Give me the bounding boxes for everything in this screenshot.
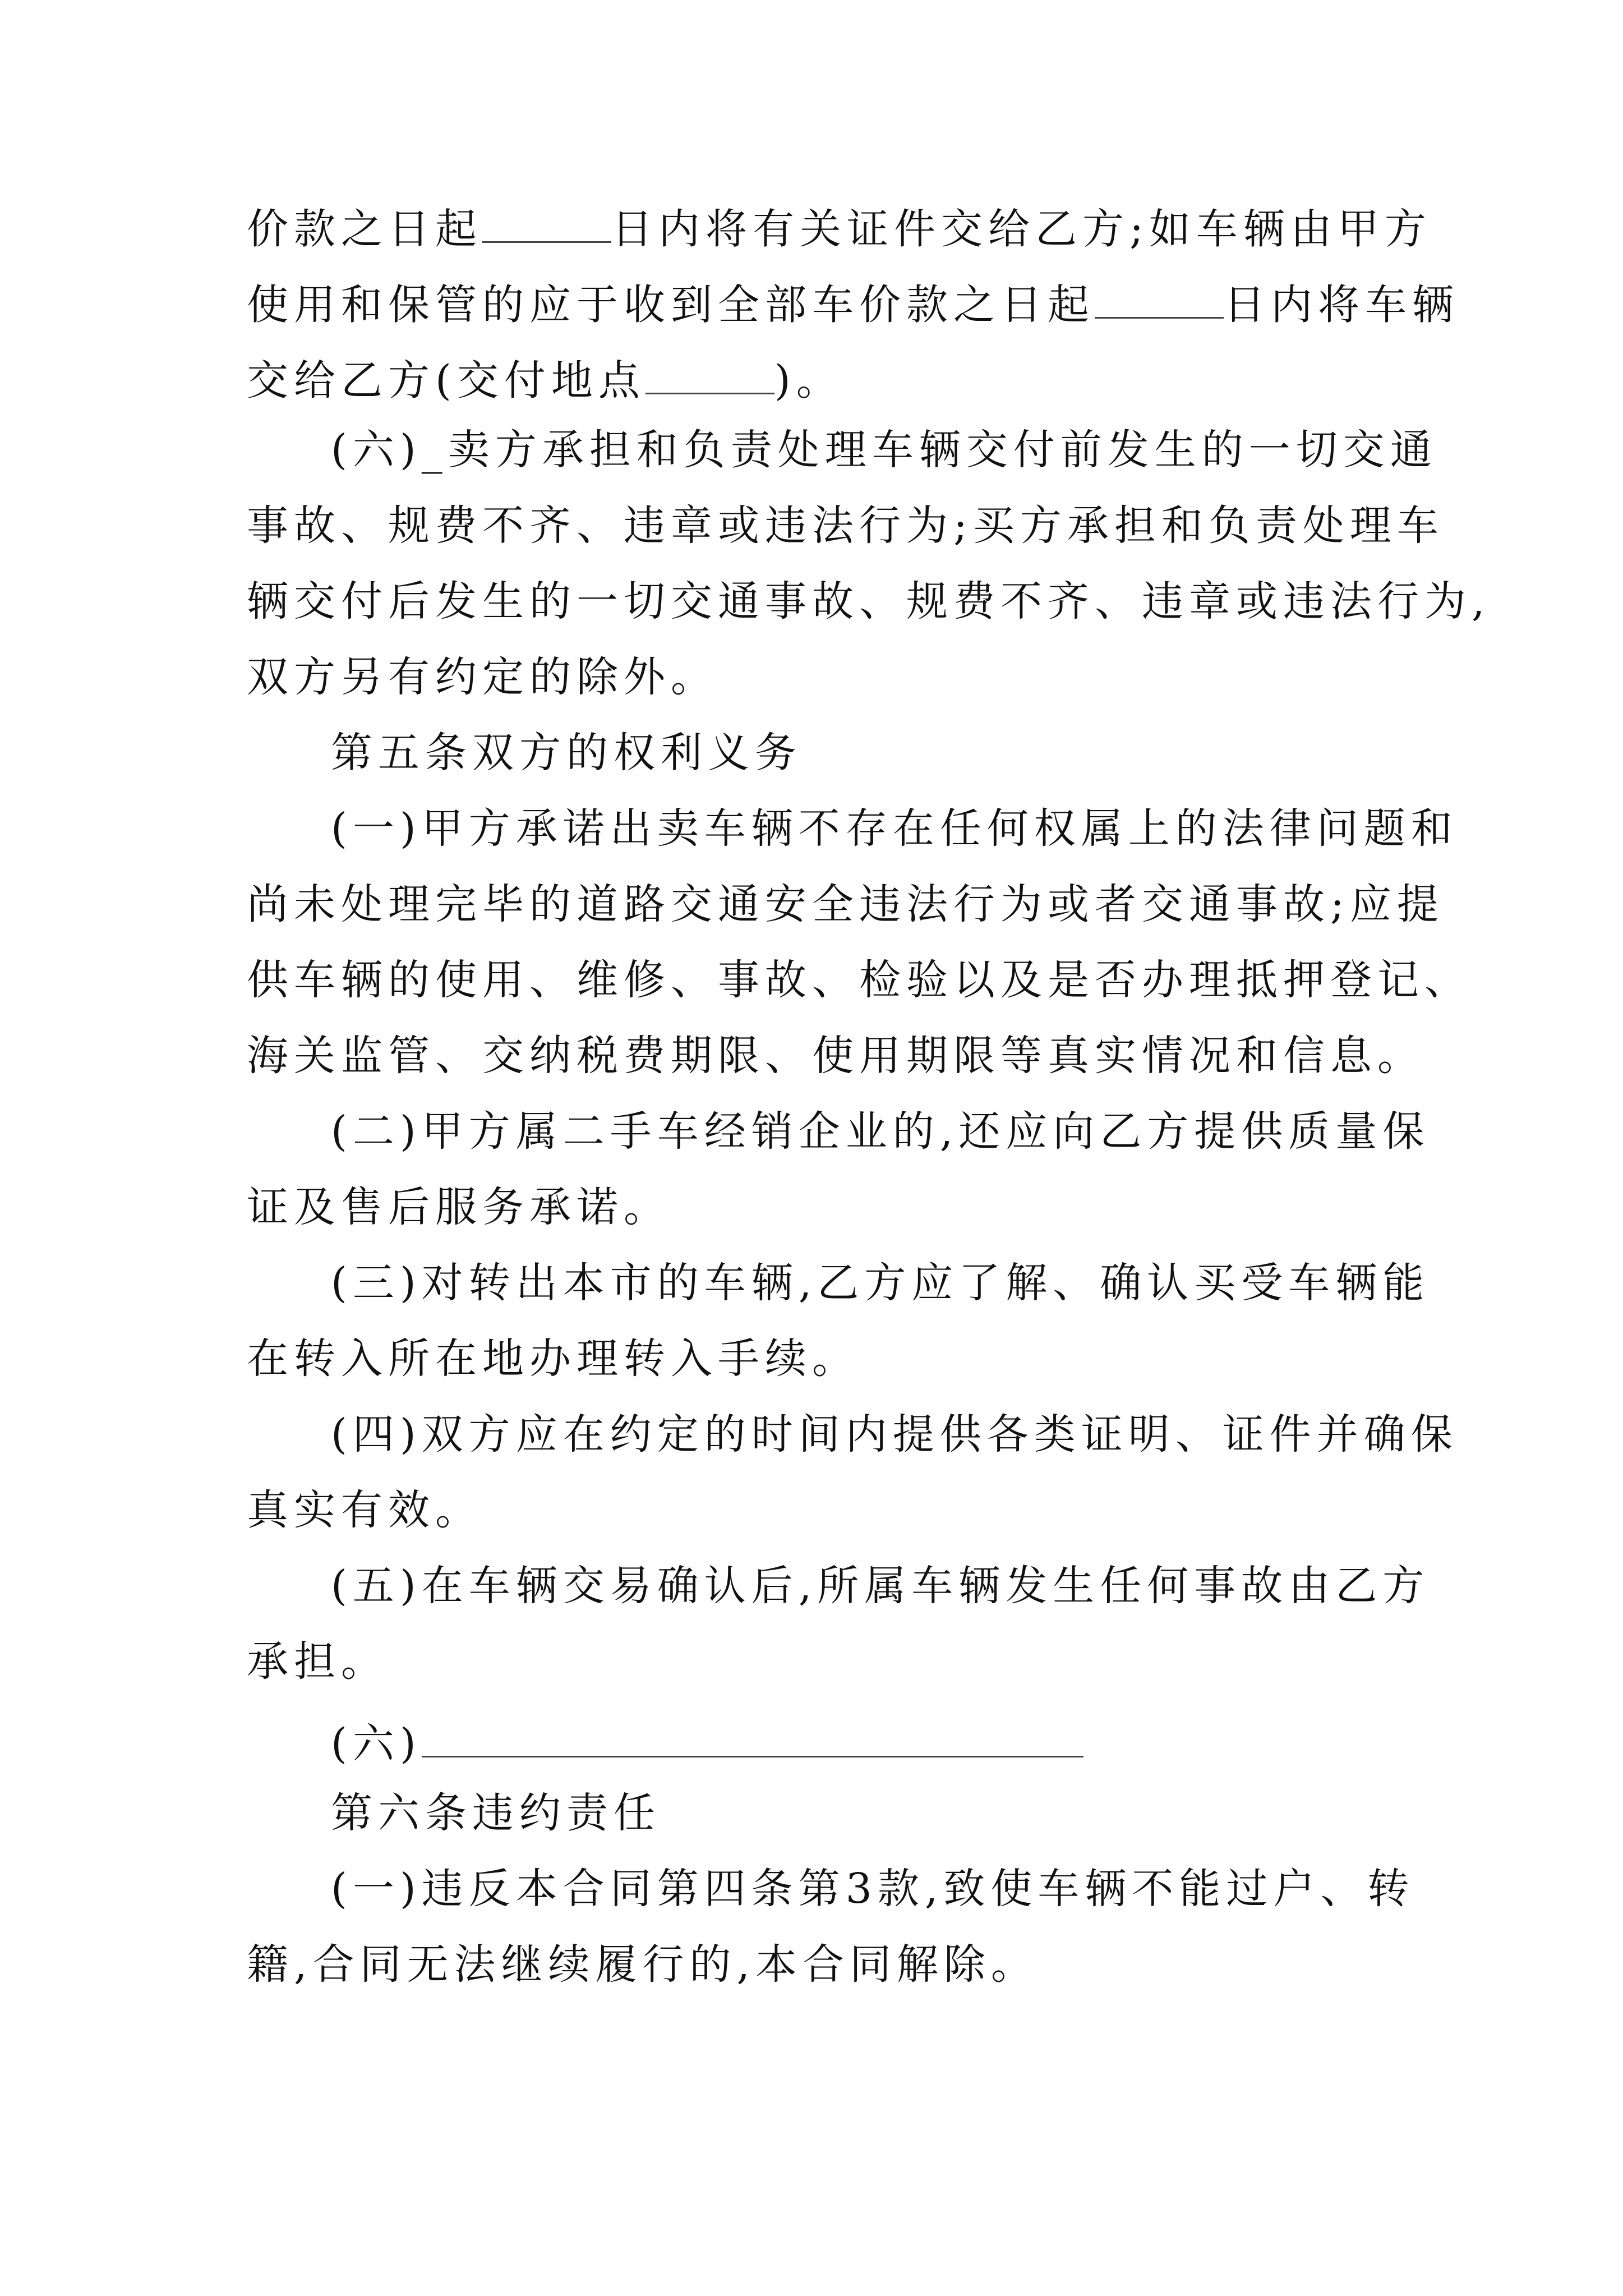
paragraph-line: (五)在车辆交易确认后,所属车辆发生任何事故由乙方	[331, 1562, 1430, 1610]
paragraph-line: 承担。	[247, 1637, 388, 1686]
line-text: (六)	[331, 1719, 422, 1768]
fill-in-blank	[1095, 278, 1224, 319]
paragraph-line: 事故、规费不齐、违章或违法行为;买方承担和负责处理车	[247, 501, 1444, 550]
line-text: 日内将有关证件交给乙方;如车辆由甲方	[611, 205, 1432, 254]
fill-in-blank	[645, 353, 774, 394]
paragraph-line: 辆交付后发生的一切交通事故、规费不齐、违章或违法行为,	[247, 577, 1491, 625]
paragraph-line	[247, 278, 1459, 329]
line-text: 使用和保管的应于收到全部车价款之日起	[247, 280, 1095, 329]
paragraph-line: 供车辆的使用、维修、事故、检验以及是否办理抵押登记、	[247, 956, 1472, 1004]
paragraph-line	[331, 1717, 1083, 1768]
paragraph-line: 在转入所在地办理转入手续。	[247, 1335, 859, 1383]
paragraph-line: 证及售后服务承诺。	[247, 1183, 671, 1231]
paragraph-line	[247, 353, 843, 405]
section-heading: 第五条双方的权利义务	[331, 729, 802, 777]
paragraph-line: 双方另有约定的除外。	[247, 653, 718, 701]
paragraph-line: (二)甲方属二手车经销企业的,还应向乙方提供质量保	[331, 1107, 1430, 1156]
paragraph-line: 尚未处理完毕的道路交通安全违法行为或者交通事故;应提	[247, 880, 1444, 928]
paragraph-line: 海关监管、交纳税费期限、使用期限等真实情况和信息。	[247, 1032, 1424, 1080]
line-text: 价款之日起	[247, 205, 482, 254]
paragraph-line	[247, 202, 1432, 254]
line-text: 交给乙方(交付地点	[247, 356, 645, 405]
paragraph-line: 真实有效。	[247, 1486, 482, 1534]
paragraph-line: (四)双方应在约定的时间内提供各类证明、证件并确保	[331, 1410, 1458, 1458]
paragraph-line: (三)对转出本市的车辆,乙方应了解、确认买受车辆能	[331, 1259, 1430, 1307]
paragraph-line: (六)_卖方承担和负责处理车辆交付前发生的一切交通	[331, 426, 1437, 474]
paragraph-line: 籍,合同无法继续履行的,本合同解除。	[247, 1940, 1039, 1989]
fill-in-blank	[422, 1717, 1083, 1757]
section-heading: 第六条违约责任	[331, 1789, 661, 1837]
fill-in-blank	[482, 202, 611, 243]
line-text: 日内将车辆	[1224, 280, 1459, 329]
line-text: )。	[774, 356, 843, 405]
paragraph-line: (一)甲方承诺出卖车辆不存在任何权属上的法律问题和	[331, 804, 1458, 853]
paragraph-line: (一)违反本合同第四条第3款,致使车辆不能过户、转	[331, 1865, 1415, 1913]
